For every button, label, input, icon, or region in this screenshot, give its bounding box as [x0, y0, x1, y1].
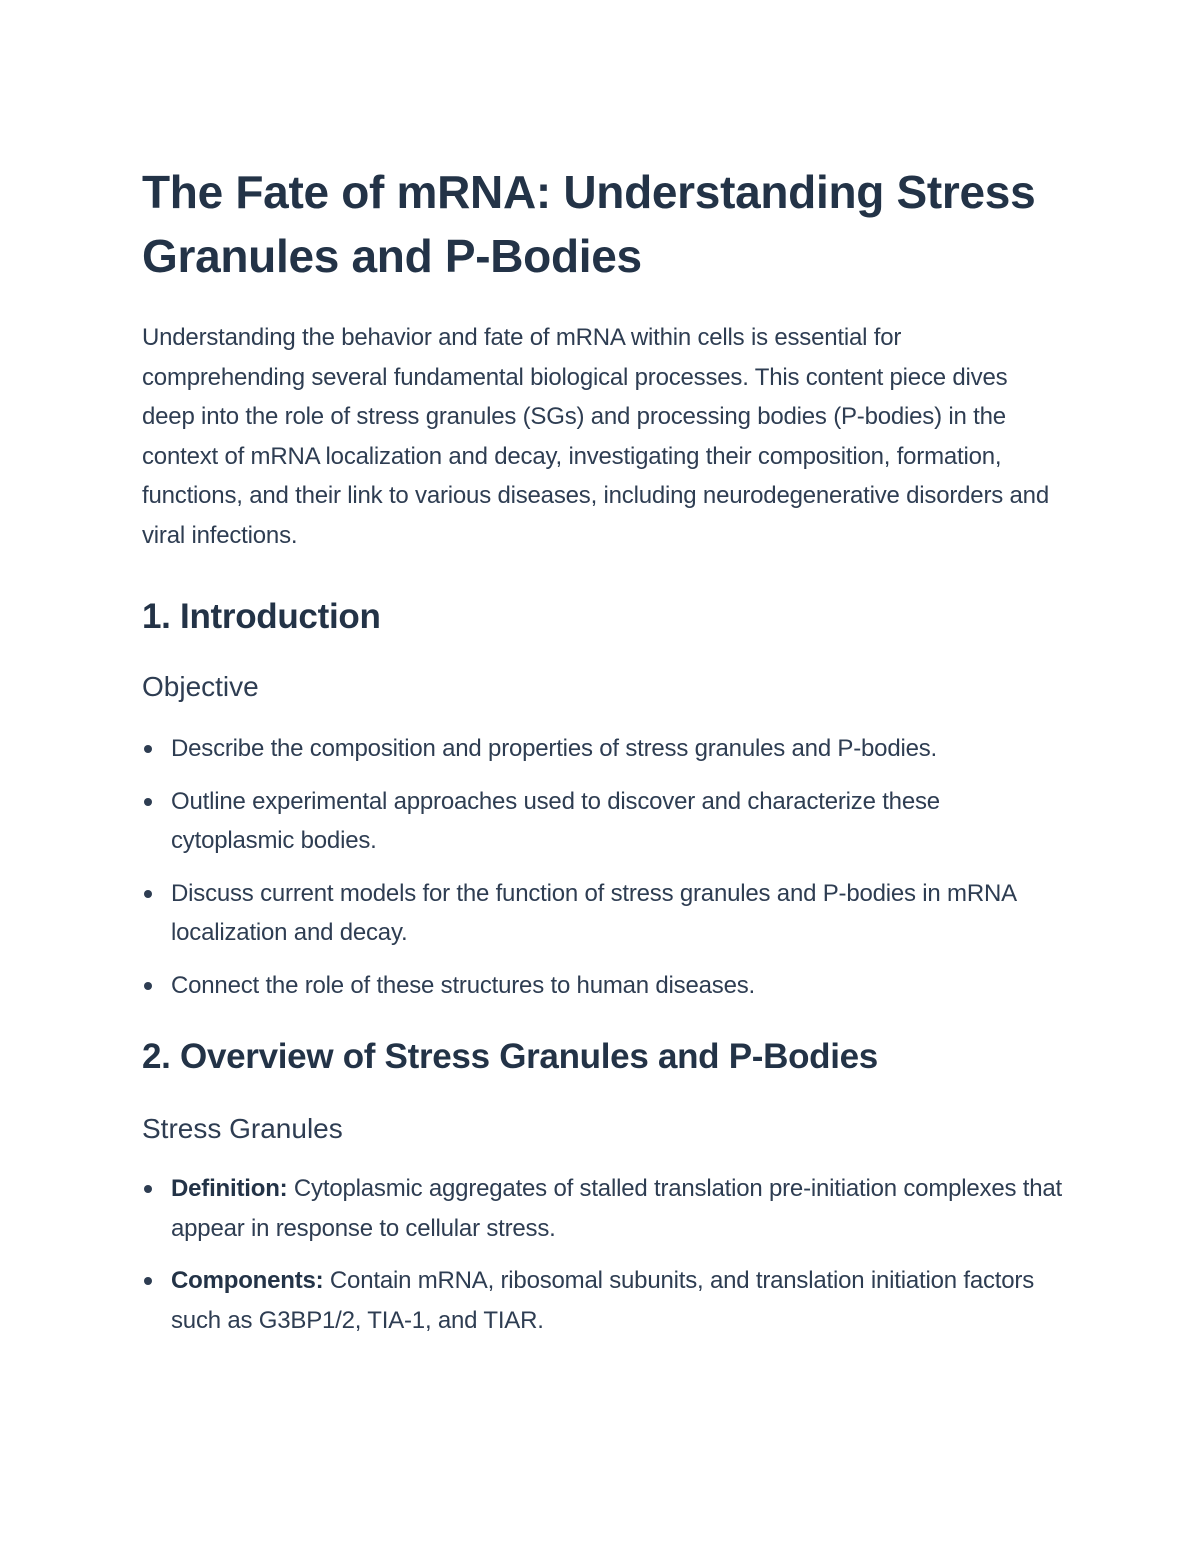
- bullet-icon: [144, 982, 152, 990]
- list-item: [142, 1169, 1062, 1248]
- stress-granules-list: [142, 1169, 1062, 1340]
- bullet-icon: [144, 745, 152, 753]
- subheading-stress-granules: Stress Granules: [142, 1113, 343, 1144]
- definition-term: Definition:: [171, 1175, 288, 1202]
- bullet-icon: [144, 798, 152, 806]
- components-term: Components:: [171, 1267, 324, 1294]
- list-item: [142, 966, 1062, 1006]
- list-item-text: Describe the composition and properties of stress granules and P-bodies.: [171, 735, 938, 762]
- section-heading-overview: 2. Overview of Stress Granules and P-Bodies: [142, 1037, 878, 1076]
- bullet-icon: [144, 1185, 152, 1193]
- definition-text: Cytoplasmic aggregates of stalled translation pre-initiation complexes that appear in response to cellular stress.: [171, 1175, 1062, 1242]
- list-item-text: Connect the role of these structures to human diseases.: [171, 971, 755, 999]
- list-item: [142, 729, 1062, 769]
- list-item: [142, 874, 1062, 953]
- section-heading-introduction: 1. Introduction: [142, 597, 381, 636]
- list-item-text: Outline experimental approaches used to discover and characterize these cytoplasmic bodies.: [171, 787, 940, 854]
- document-page: [142, 160, 1062, 1340]
- bullet-icon: [144, 890, 152, 898]
- intro-paragraph: Understanding the behavior and fate of mRNA within cells is essential for comprehending several fundamental biological processes. This content piece dives deep into the role of stress granules (SGs) and processing bodies (P-bodies) in the context of mRNA localization and decay, investigating their composition, formation, functions, and their link to various diseases, including neurodegenerative disorders and viral infections.: [142, 324, 1049, 549]
- list-item: [142, 782, 1062, 861]
- list-item-text: Discuss current models for the function of stress granules and P-bodies in mRNA localization and decay.: [171, 879, 1016, 946]
- bullet-icon: [144, 1277, 152, 1285]
- components-text: Contain mRNA, ribosomal subunits, and translation initiation factors such as G3BP1/2, TIA-1, and TIAR.: [171, 1267, 1035, 1334]
- subheading-objective: Objective: [142, 671, 259, 702]
- list-item: [142, 1261, 1062, 1340]
- objective-list: [142, 729, 1062, 1005]
- document-title: The Fate of mRNA: Understanding Stress Granules and P-Bodies: [142, 166, 1036, 282]
